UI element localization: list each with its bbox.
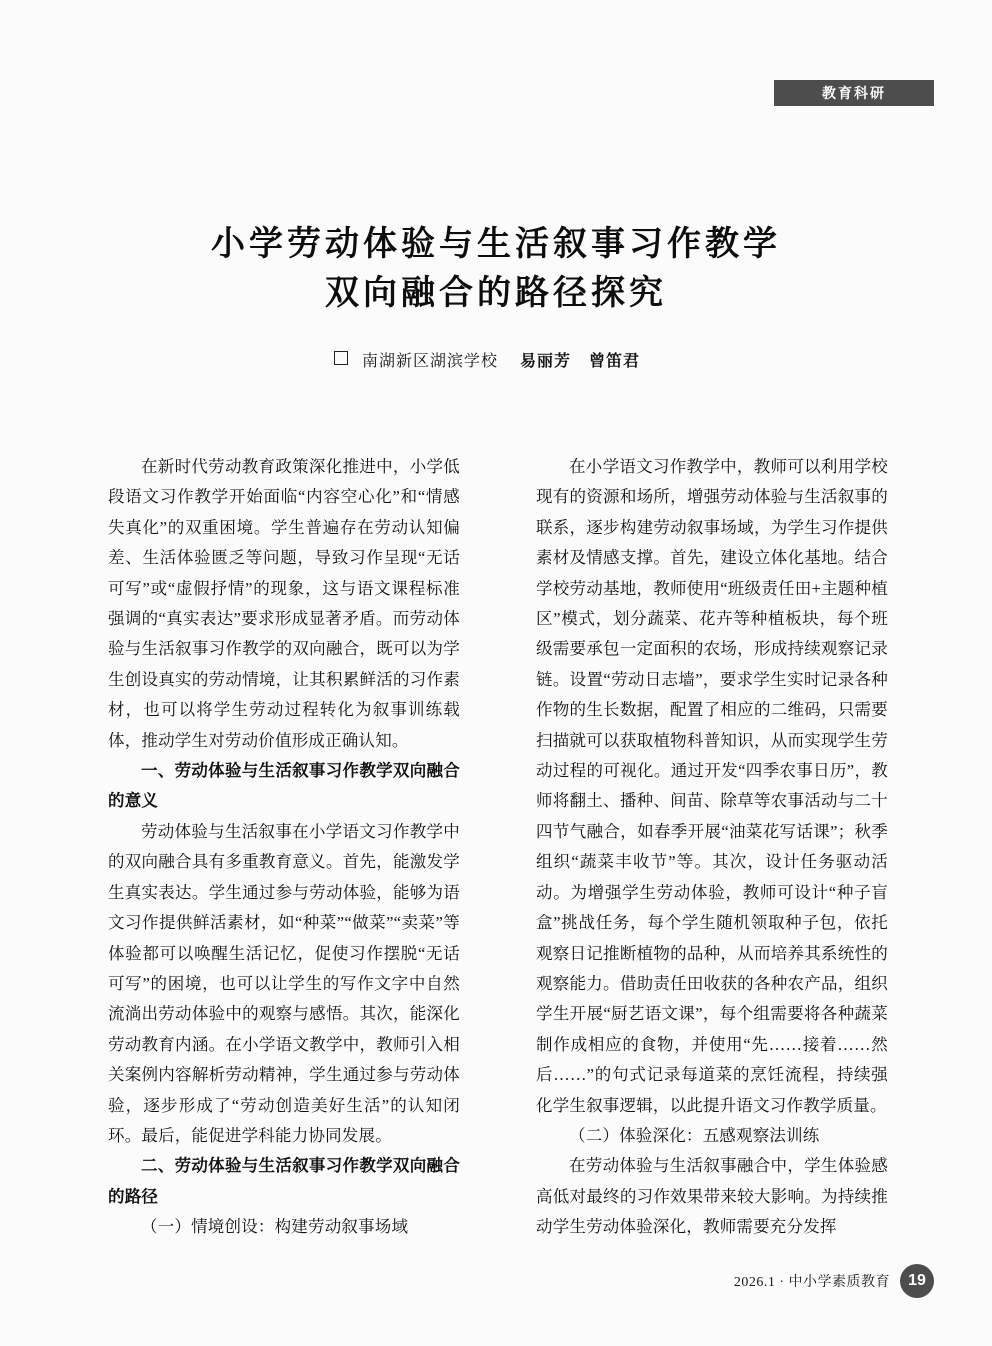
page-footer xyxy=(734,1264,934,1298)
byline-author-2: 曾笛君 xyxy=(589,351,641,370)
byline-marker-icon xyxy=(334,351,348,365)
title-line-2: 双向融合的路径探究 xyxy=(325,273,667,314)
subsection-heading: （一）情境创设：构建劳动叙事场域 xyxy=(141,1217,409,1237)
column-right xyxy=(536,452,888,1262)
paragraph: 在新时代劳动教育政策深化推进中，小学低段语文习作教学开始面临“内容空心化”和“情感失真化”的双重困境。学生普遍存在劳动认知偏差、生活体验匮乏等问题，导致习作呈现“无话可写”或“虚假抒情”的现象，这与语文课程标准强调的“真实表达”要求形成显著矛盾。而劳动体验与生活叙事习作教学的双向融合，既可以为学生创设真实的劳动情境，让其积累鲜活的习作素材，也可以将学生劳动过程转化为叙事训练载体，推动学生对劳动价值形成正确认知。 xyxy=(108,457,460,750)
paragraph: 劳动体验与生活叙事在小学语文习作教学中的双向融合具有多重教育意义。首先，能激发学生真实表达。学生通过参与劳动体验，能够为语文习作提供鲜活素材，如“种菜”“做菜”“卖菜”等体验都可以唤醒生活记忆，促使习作摆脱“无话可写”的困境，也可以让学生的写作文字中自然流淌出劳动体验中的观察与感悟。其次，能深化劳动教育内涵。在小学语文教学中，教师引入相关案例内容解析劳动精神，学生通过参与劳动体验，逐步形成了“劳动创造美好生活”的认知闭环。最后，能促进学科能力协同发展。 xyxy=(108,821,460,1145)
byline-author-1: 易丽芳 xyxy=(519,351,571,370)
paragraph: 在劳动体验与生活叙事融合中，学生体验感高低对最终的习作效果带来较大影响。为持续推动学生劳动体验深化，教师需要充分发挥 xyxy=(536,1156,888,1237)
title-line-1: 小学劳动体验与生活叙事习作教学 xyxy=(211,224,781,264)
page-title xyxy=(0,220,992,319)
byline xyxy=(0,348,992,371)
footer-citation: 2026.1 · 中小学素质教育 xyxy=(733,1275,890,1290)
page-number-badge: 19 xyxy=(900,1264,934,1298)
paragraph: 在小学语文习作教学中，教师可以利用学校现有的资源和场所，增强劳动体验与生活叙事的联系，逐步构建劳动叙事场域，为学生习作提供素材及情感支撑。首先，建设立体化基地。结合学校劳动基地，教师使用“班级责任田+主题种植区”模式，划分蔬菜、花卉等种植板块，每个班级需要承包一定面积的农场，形成持续观察记录链。设置“劳动日志墙”，要求学生实时记录各种作物的生长数据，配置了相应的二维码，只需要扫描就可以获取植物科普知识，从而实现学生劳动过程的可视化。通过开发“四季农事日历”，教师将翻土、播种、间苗、除草等农事活动与二十四节气融合，如春季开展“油菜花写话课”；秋季组织“蔬菜丰收节”等。其次，设计任务驱动活动。为增强学生劳动体验，教师可设计“种子盲盒”挑战任务，每个学生随机领取种子包，依托观察日记推断植物的品种，从而培养其系统性的观察能力。借助责任田收获的各种农产品，组织学生开展“厨艺语文课”，每个组需要将各种蔬菜制作成相应的食物，并使用“先……接着……然后……”的句式记录每道菜的烹饪流程，持续强化学生叙事逻辑，以此提升语文习作教学质量。 xyxy=(536,457,888,1115)
byline-affiliation: 南湖新区湖滨学校 xyxy=(361,353,498,370)
body-columns xyxy=(108,452,888,1262)
section-heading: 二、劳动体验与生活叙事习作教学双向融合的路径 xyxy=(108,1156,460,1206)
subsection-heading: （二）体验深化：五感观察法训练 xyxy=(569,1125,820,1145)
column-left xyxy=(108,452,460,1262)
section-tag: 教育科研 xyxy=(774,80,934,106)
section-heading: 一、劳动体验与生活叙事习作教学双向融合的意义 xyxy=(108,761,460,811)
